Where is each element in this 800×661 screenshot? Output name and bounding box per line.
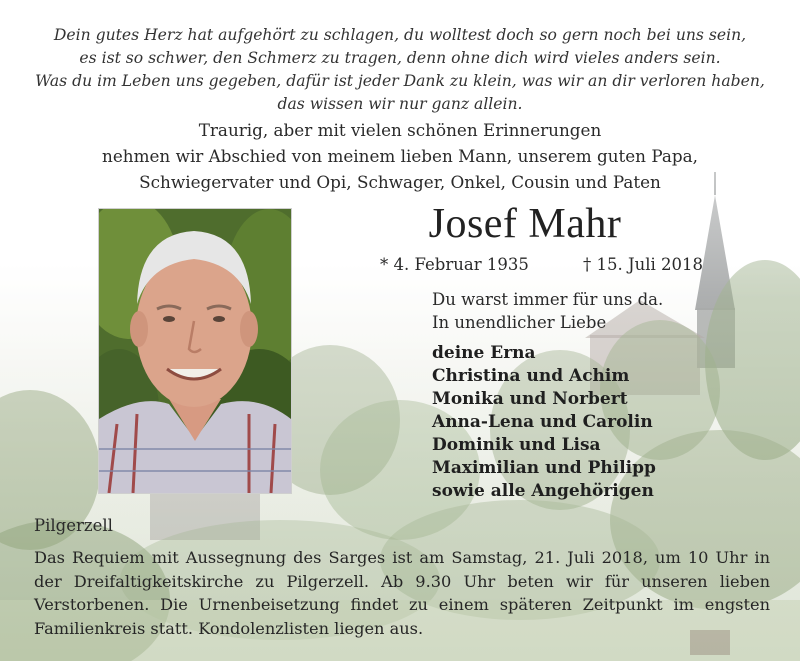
farewell-intro [20, 117, 780, 195]
intro-line: Traurig, aber mit vielen schönen Erinnerungen [198, 120, 602, 140]
place-name: Pilgerzell [34, 516, 113, 535]
verse-line: Dein gutes Herz hat aufgehört zu schlagen, du wolltest doch so gern noch bei uns sein, [53, 26, 747, 44]
notice-line: Das Requiem mit Aussegnung des Sarges ist am Samstag, 21. Juli 2018, um 10 Uhr in [34, 548, 770, 567]
mourner: Christina und Achim [432, 366, 630, 386]
mourner: Maximilian und Philipp [432, 458, 656, 478]
service-notice [34, 546, 770, 641]
deceased-name: Josef Mahr [428, 201, 622, 247]
notice-line: Verstorbenen. Die Urnenbeisetzung findet zu einem späteren Zeitpunkt im engsten [34, 595, 770, 615]
message-line: Du warst immer für uns da. [432, 290, 664, 309]
mourner: Monika und Norbert [432, 389, 628, 409]
portrait-image [99, 209, 291, 493]
death-date: † 15. Juli 2018 [583, 255, 704, 274]
verse-line: das wissen wir nur ganz allein. [277, 95, 523, 113]
verse-line: Was du im Leben uns gegeben, dafür ist jeder Dank zu klein, was wir an dir verloren haben, [35, 72, 765, 90]
mourner: deine Erna [432, 343, 536, 363]
message-line: In unendlicher Liebe [432, 313, 607, 332]
mourners-list [432, 342, 656, 503]
notice-line: der Dreifaltigkeitskirche zu Pilgerzell. Ab 9.30 Uhr beten wir für unseren lieben [34, 571, 770, 591]
notice-line: Familienkreis statt. Kondolenzlisten liegen aus. [34, 619, 424, 639]
mourner: Anna-Lena und Carolin [432, 412, 653, 432]
verse-line: es ist so schwer, den Schmerz zu tragen, denn ohne dich wird vieles anders sein. [79, 49, 721, 67]
mourner: Dominik und Lisa [432, 435, 601, 455]
personal-message [432, 288, 663, 334]
portrait-photo [98, 208, 292, 494]
birth-date: * 4. Februar 1935 [380, 255, 529, 274]
intro-line: Schwiegervater und Opi, Schwager, Onkel, Cousin und Paten [139, 172, 661, 192]
memorial-verse [20, 24, 780, 116]
mourner: sowie alle Angehörigen [432, 481, 654, 501]
intro-line: nehmen wir Abschied von meinem lieben Mann, unserem guten Papa, [102, 146, 698, 166]
